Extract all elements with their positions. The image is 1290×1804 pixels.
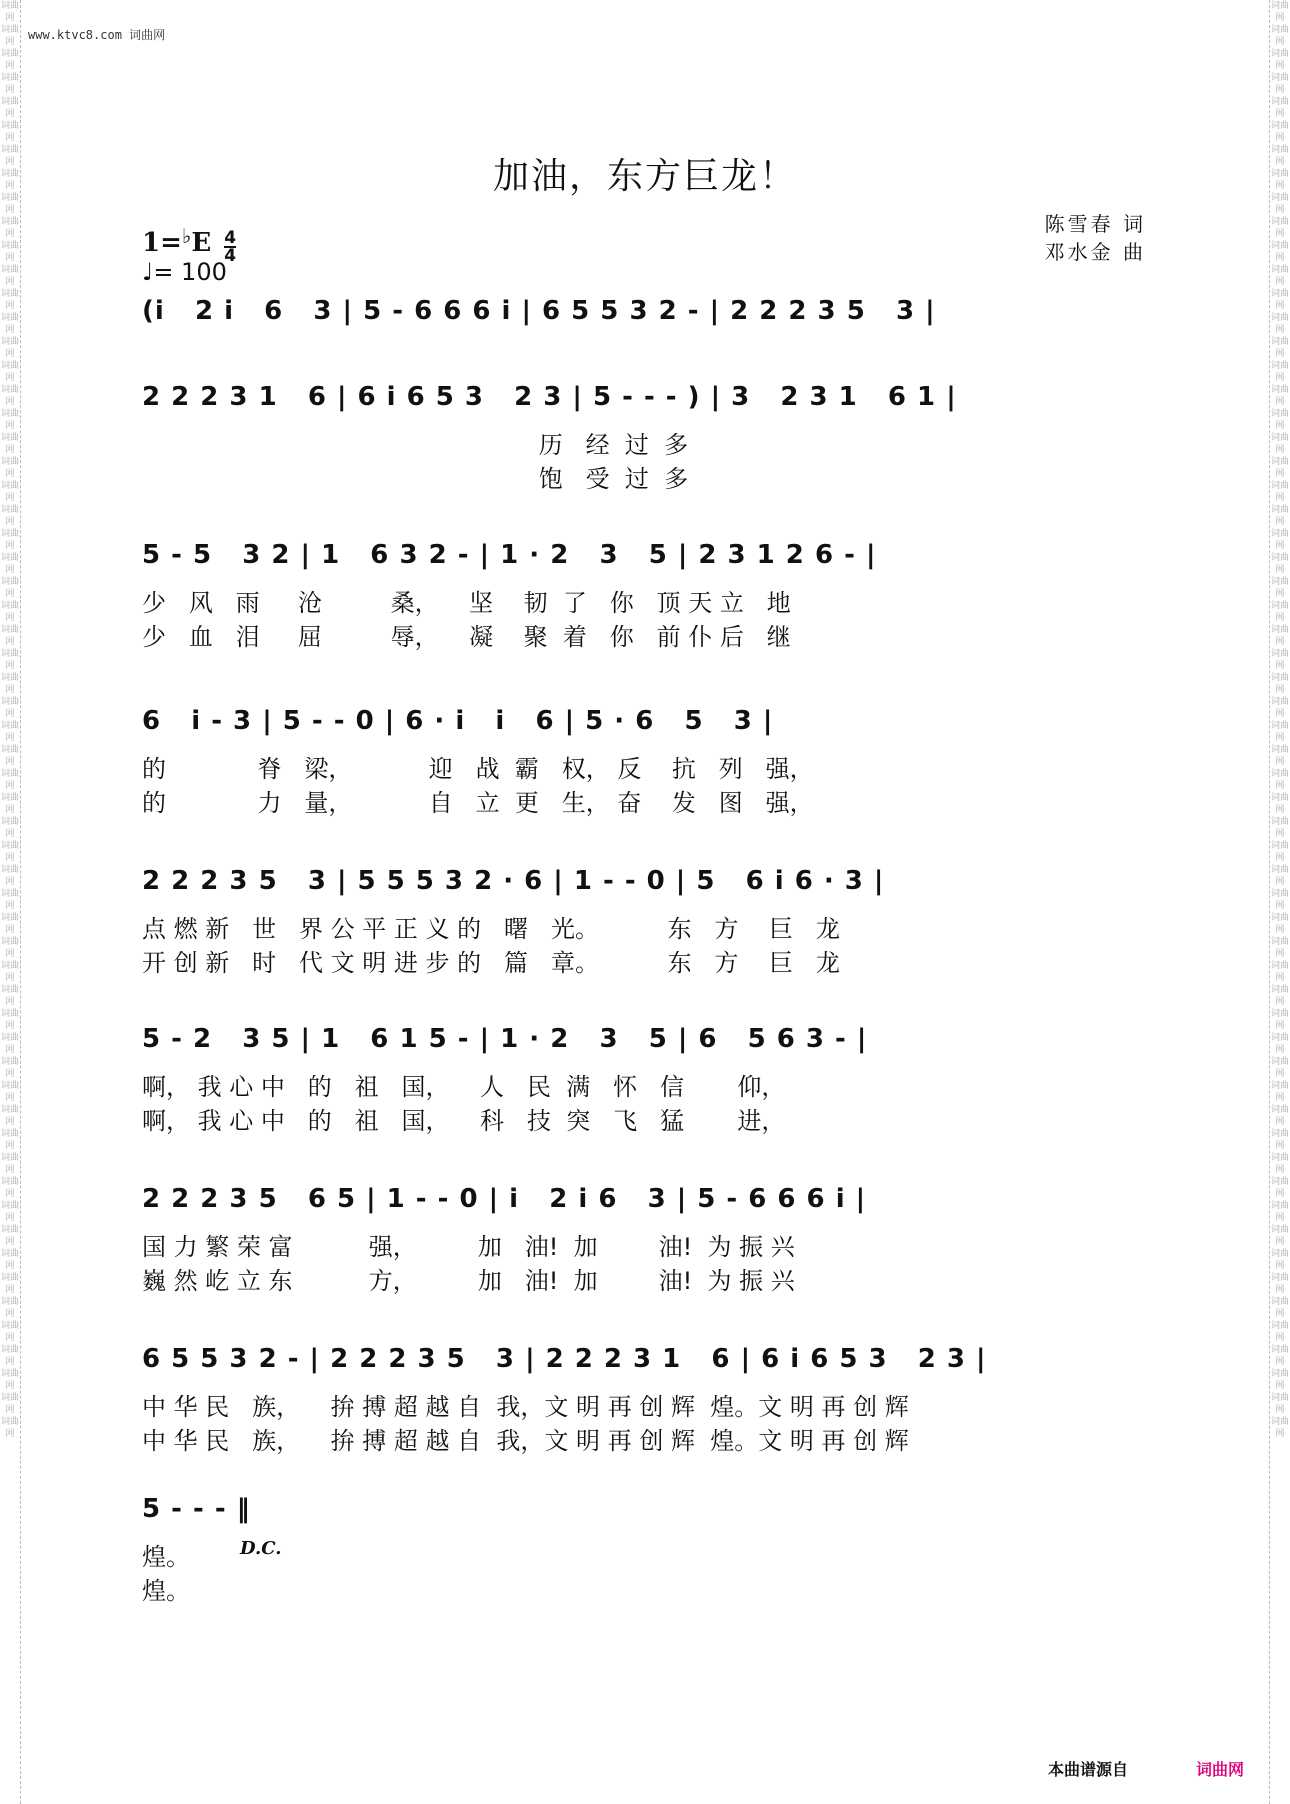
lyrics-verse-1 (142, 342, 1148, 376)
flat-symbol: ♭ (181, 224, 192, 248)
lyrics-verse-2: 中 华 民 族， 拚 搏 超 越 自 我，文 明 再 创 辉 煌。文 明 再 创 辉 (142, 1427, 909, 1455)
lyrics-verse-1: 国 力 繁 荣 富 强， 加 油! 加 油! 为 振 兴 (142, 1233, 795, 1261)
score-system-3 (142, 540, 1148, 654)
score-system-7 (142, 1184, 1148, 1298)
lyrics-verse-1: 啊， 我 心 中 的 祖 国， 人 民 满 怀 信 仰， (142, 1073, 786, 1101)
notes-line: (i 2 i 6 3 | 5 - 6 6 6 i | 6 5 5 3 2 - | 2 2 2 3 5 3 | (142, 296, 936, 326)
lyrics-verse-2: 的 力 量， 自 立 更 生， 奋 发 图 强， (142, 789, 814, 817)
right-watermark-strip (1269, 0, 1290, 1804)
lyrics-verse-1: 点 燃 新 世 界 公 平 正 义 的 曙 光。 东 方 巨 龙 (142, 915, 840, 943)
site-url: www.ktvc8.com 词曲网 (28, 28, 166, 42)
footer-source-text: 本曲谱源自 (1048, 1760, 1129, 1779)
notes-line: 2 2 2 3 5 6 5 | 1 - - 0 | i 2 i 6 3 | 5 - 6 6 6 i | (142, 1184, 867, 1214)
lyrics-verse-2: 啊， 我 心 中 的 祖 国， 科 技 突 飞 猛 进， (142, 1107, 786, 1135)
lyrics-verse-1: 少 风 雨 沧 桑， 坚 韧 了 你 顶 天 立 地 (142, 589, 791, 617)
time-bottom: 4 (224, 246, 237, 266)
tempo-marking: ♩= 100 (142, 258, 227, 286)
lyrics-verse-1: 中 华 民 族， 拚 搏 超 越 自 我，文 明 再 创 辉 煌。文 明 再 创 辉 (142, 1393, 909, 1421)
lyricist-credit: 陈雪春 词 (1044, 212, 1146, 236)
lyrics-verse-1: 煌。 (142, 1543, 190, 1571)
composer-credit: 邓水金 曲 (1044, 240, 1146, 264)
lyrics-verse-2: 少 血 泪 屈 辱， 凝 聚 着 你 前 仆 后 继 (142, 623, 791, 651)
lyrics-verse-2: 开 创 新 时 代 文 明 进 步 的 篇 章。 东 方 巨 龙 (142, 949, 840, 977)
notes-line: 6 5 5 3 2 - | 2 2 2 3 5 3 | 2 2 2 3 1 6 | 6 i 6 5 3 2 3 | (142, 1344, 987, 1374)
footer-brand-link[interactable]: 词曲网 (1196, 1760, 1245, 1779)
key-prefix: 1= (142, 228, 182, 258)
time-top: 4 (224, 228, 237, 248)
score-system-2 (142, 382, 1148, 496)
lyrics-verse-2: 饱 受 过 多 (142, 465, 689, 493)
notes-line: 2 2 2 3 5 3 | 5 5 5 3 2 · 6 | 1 - - 0 | 5 6 i 6 · 3 | (142, 866, 885, 896)
notes-line: 5 - - - ‖ (142, 1494, 251, 1524)
score-system-4 (142, 706, 1148, 820)
score-system-1 (142, 296, 1148, 376)
lyrics-verse-2: 巍 然 屹 立 东 方， 加 油! 加 油! 为 振 兴 (142, 1267, 795, 1295)
left-watermark-strip (0, 0, 21, 1804)
credits (1045, 210, 1146, 266)
key-note: E (191, 228, 212, 258)
notes-line: 5 - 2 3 5 | 1 6 1 5 - | 1 · 2 3 5 | 6 5 6 3 - | (142, 1024, 868, 1054)
lyrics-verse-1: 的 脊 梁， 迎 战 霸 权， 反 抗 列 强， (142, 755, 814, 783)
score-system-5 (142, 866, 1148, 980)
notes-line: 5 - 5 3 2 | 1 6 3 2 - | 1 · 2 3 5 | 2 3 1 2 6 - | (142, 540, 877, 570)
song-title: 加油，东方巨龙！ (492, 156, 797, 197)
notes-line: 6 i - 3 | 5 - - 0 | 6 · i i 6 | 5 · 6 5 3 | (142, 706, 774, 736)
notes-line: 2 2 2 3 1 6 | 6 i 6 5 3 2 3 | 5 - - - ) | 3 2 3 1 6 1 | (142, 382, 957, 412)
score-system-8 (142, 1344, 1148, 1458)
lyrics-verse-1: 历 经 过 多 (142, 431, 689, 459)
score-system-6 (142, 1024, 1148, 1138)
watermark-strip-text: 词曲网 词曲网 词曲网 词曲网 词曲网 词曲网 词曲网 词曲网 词曲网 词曲网 词曲网 词曲网 词曲网 词曲网 词曲网 词曲网 词曲网 词曲网 词曲网 词曲网 词曲网 词曲网 词曲网 词曲网 词曲网 词曲网 词曲网 词曲网 词曲网 词曲网 词曲网 词曲网 词曲网 词曲网 词曲网 词曲网 词曲网 词曲网 词曲网 词曲网 词曲网 词曲网 词曲网 词曲网 词曲网 词曲网 词曲网 词曲网 词曲网 词曲网 词曲网 词曲网 词曲网 词曲网 词曲网 词曲网 词曲网 词曲网 词曲网 词曲网 (1270, 1, 1289, 1439)
lyrics-verse-2: 煌。 (142, 1577, 190, 1605)
dc-marking: D.C. (240, 1538, 282, 1559)
watermark-strip-text: 词曲网 词曲网 词曲网 词曲网 词曲网 词曲网 词曲网 词曲网 词曲网 词曲网 词曲网 词曲网 词曲网 词曲网 词曲网 词曲网 词曲网 词曲网 词曲网 词曲网 词曲网 词曲网 词曲网 词曲网 词曲网 词曲网 词曲网 词曲网 词曲网 词曲网 词曲网 词曲网 词曲网 词曲网 词曲网 词曲网 词曲网 词曲网 词曲网 词曲网 词曲网 词曲网 词曲网 词曲网 词曲网 词曲网 词曲网 词曲网 词曲网 词曲网 词曲网 词曲网 词曲网 词曲网 词曲网 词曲网 词曲网 词曲网 词曲网 词曲网 (0, 1, 19, 1439)
score-system-9 (142, 1494, 1148, 1608)
